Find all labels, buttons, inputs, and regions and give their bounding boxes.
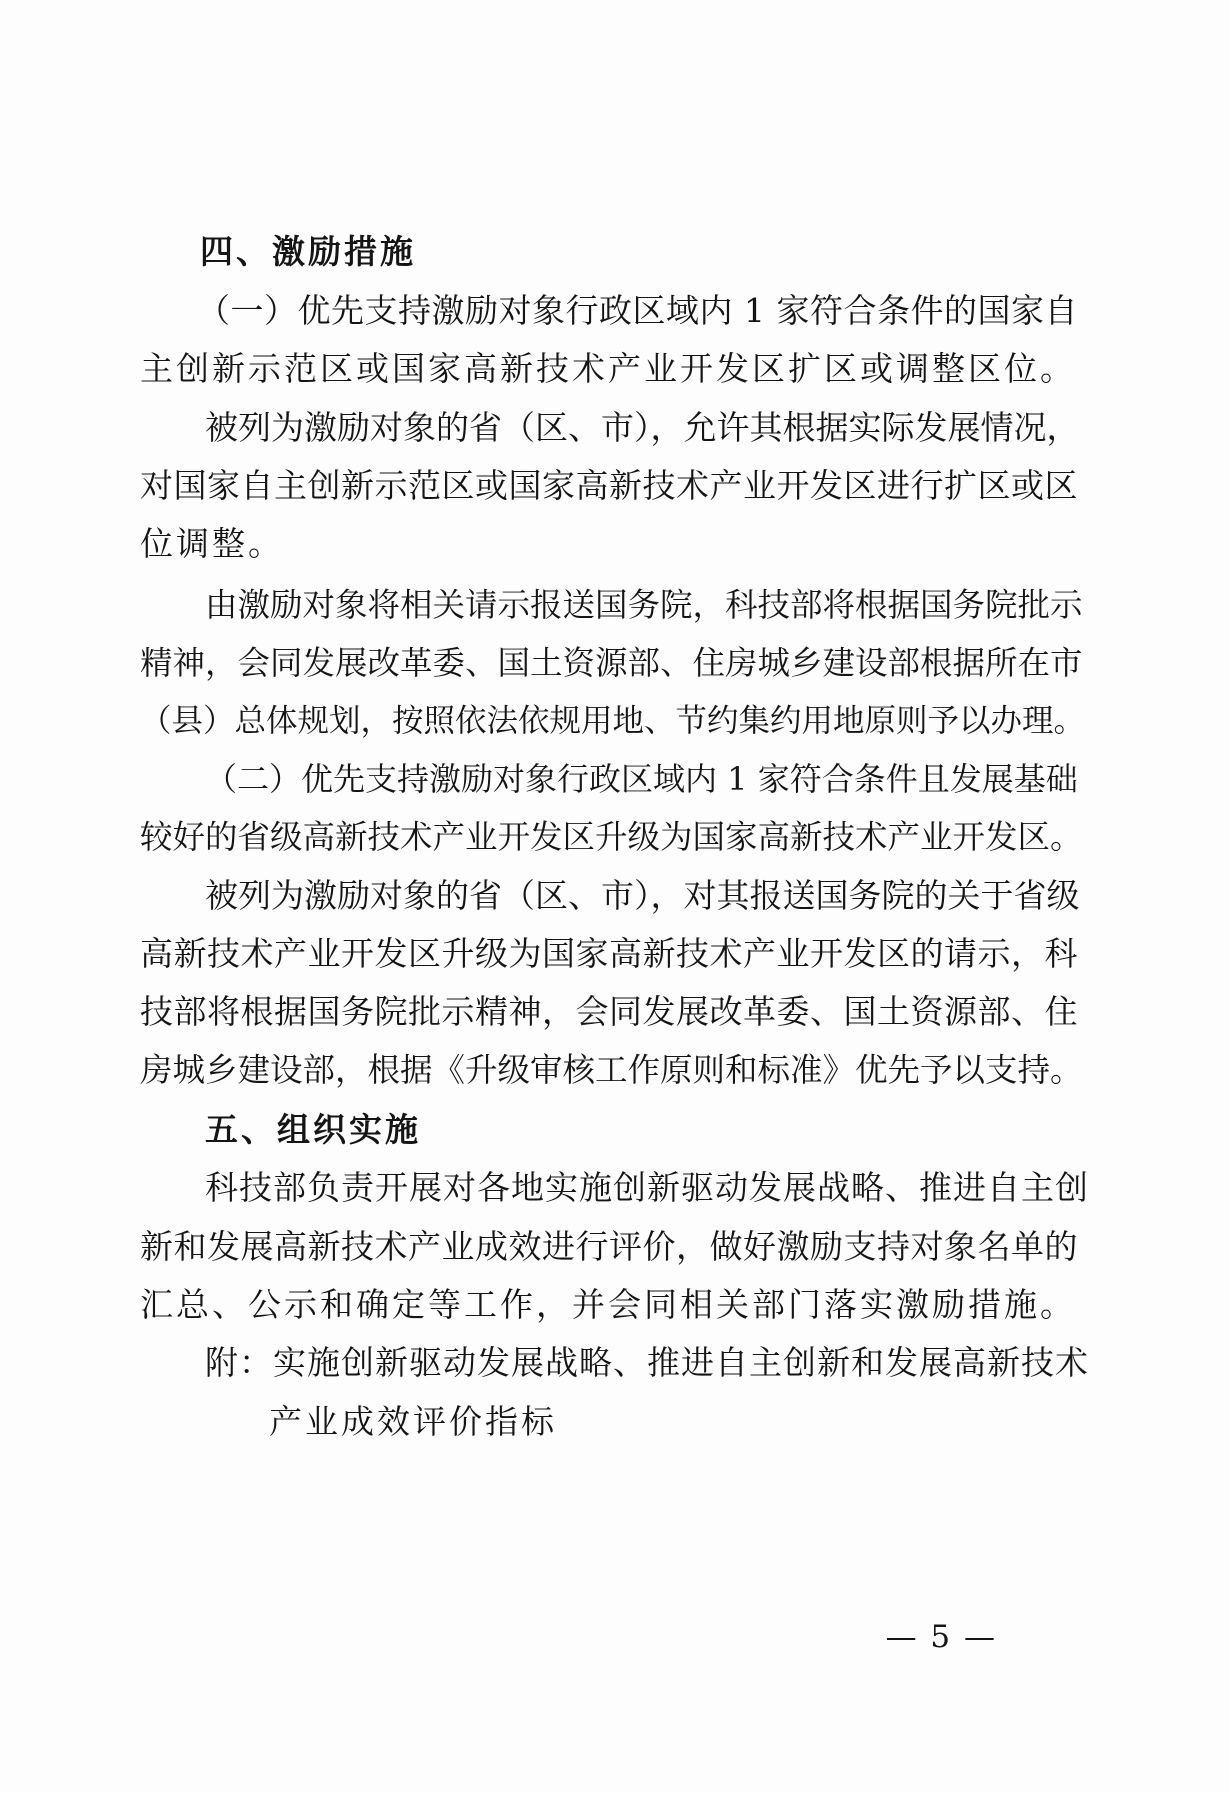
- section-4-para-1-line-3: 位调整。: [140, 524, 284, 563]
- section-4-item-1-line-2: 主创新示范区或国家高新技术产业开发区扩区或调整区位。: [140, 349, 1076, 388]
- section-4-item-1-line-1: （一）优先支持激励对象行政区域内 1 家符合条件的国家自: [197, 291, 1078, 330]
- section-5-heading: 五、组织实施: [205, 1110, 421, 1149]
- section-5-para-1-line-1: 科技部负责开展对各地实施创新驱动发展战略、推进自主创: [205, 1168, 1089, 1207]
- section-4-item-2-line-2: 较好的省级高新技术产业开发区升级为国家高新技术产业开发区。: [140, 818, 1083, 856]
- section-5-para-1-line-2: 新和发展高新技术产业成效进行评价，做好激励支持对象名单的: [140, 1227, 1078, 1266]
- section-4-para-2-line-3: （县）总体规划，按照依法依规用地、节约集约用地原则予以办理。: [140, 703, 1086, 739]
- section-4-para-1-line-1: 被列为激励对象的省（区、市），允许其根据实际发展情况，: [205, 408, 1080, 447]
- section-4-para-3-line-4: 房城乡建设部，根据《升级审核工作原则和标准》优先予以支持。: [140, 1051, 1083, 1089]
- section-4-heading: 四、激励措施: [200, 232, 416, 271]
- section-4-para-1-line-2: 对国家自主创新示范区或国家高新技术产业开发区进行扩区或区: [140, 466, 1078, 505]
- section-4-para-3-line-2: 高新技术产业开发区升级为国家高新技术产业开发区的请示，科: [140, 934, 1078, 973]
- attachment-line-2: 产业成效评价指标: [269, 1402, 557, 1441]
- section-5-para-1-line-3: 汇总、公示和确定等工作，并会同相关部门落实激励措施。: [140, 1285, 1076, 1324]
- section-4-para-2-line-2: 精神，会同发展改革委、国土资源部、住房城乡建设部根据所在市: [140, 644, 1083, 682]
- section-4-item-2-line-1: （二）优先支持激励对象行政区域内 1 家符合条件且发展基础: [205, 760, 1078, 798]
- section-4-para-3-line-1: 被列为激励对象的省（区、市），对其报送国务院的关于省级: [205, 876, 1080, 915]
- attachment-line-1: 附：实施创新驱动发展战略、推进自主创新和发展高新技术: [205, 1343, 1089, 1382]
- section-4-para-3-line-3: 技部将根据国务院批示精神，会同发展改革委、国土资源部、住: [140, 992, 1078, 1031]
- section-4-para-2-line-1: 由激励对象将相关请示报送国务院，科技部将根据国务院批示: [205, 586, 1083, 624]
- page-number: — 5 —: [885, 1619, 997, 1655]
